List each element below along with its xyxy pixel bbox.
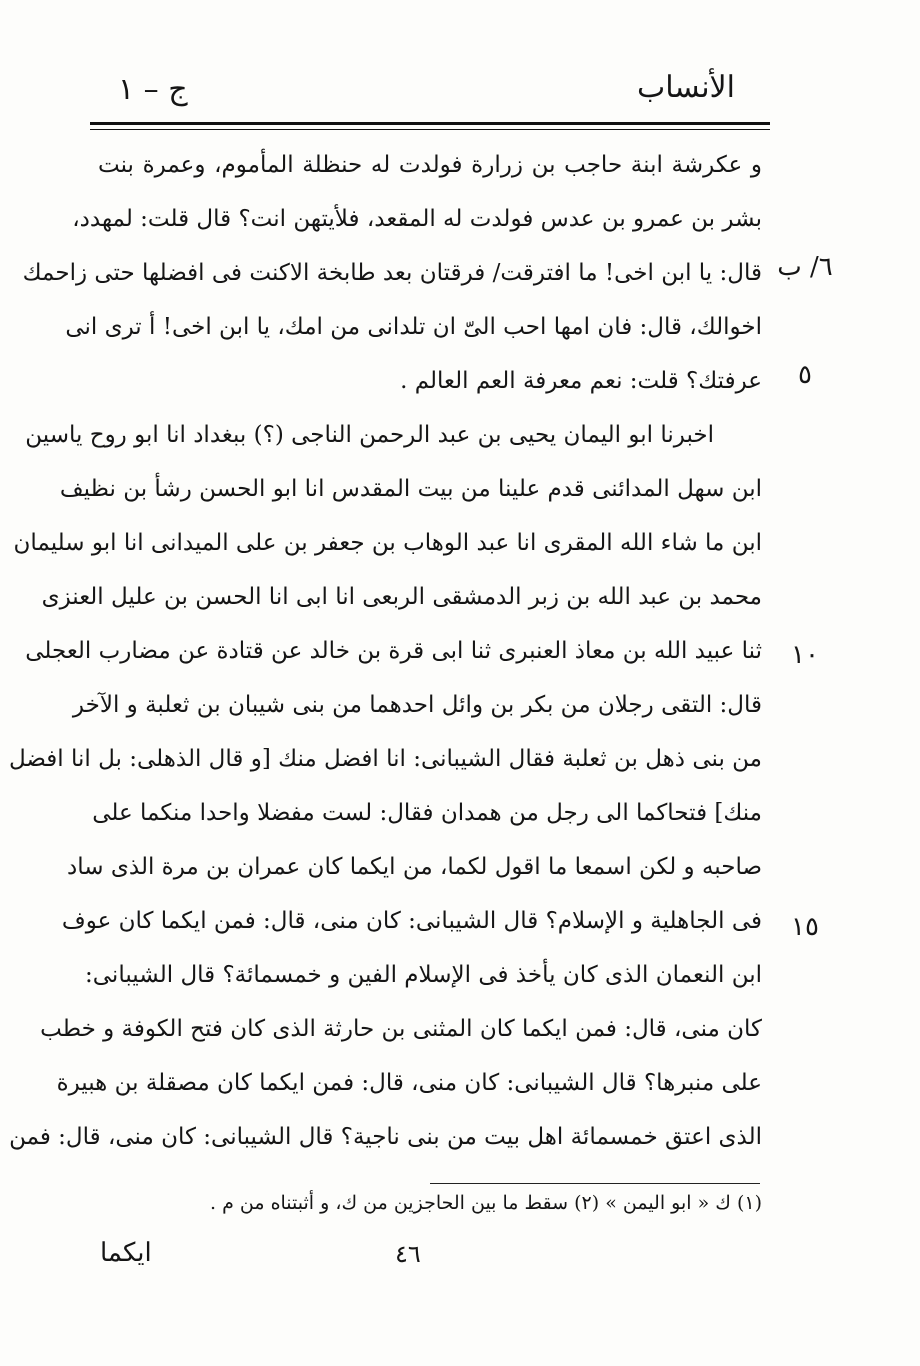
text-line: من بنى ذهل بن ثعلبة فقال الشيبانى: انا افضل منك [و قال الذهلى: بل انا افضل (8, 746, 762, 772)
margin-line-number-15: ١٥ (791, 912, 819, 942)
margin-folio: ٦/ ب (777, 252, 833, 282)
header-volume: ج – ١ (118, 72, 188, 107)
text-line: قال: يا ابن اخى! ما افترقت/ فرقتان بعد طابخة الاكنت فى افضلها حتى زاحمك (22, 260, 762, 286)
text-line: ثنا عبيد الله بن معاذ العنبرى ثنا ابى قرة بن خالد عن قتادة عن مضارب العجلى (25, 638, 762, 664)
text-line: عرفتك؟ قلت: نعم معرفة العم العالم . (400, 368, 762, 394)
margin-line-number-10: ١٠ (791, 640, 819, 670)
text-line: بشر بن عمرو بن عدس فولدت له المقعد، فلأيتهن انت؟ قال قلت: لمهدد، (72, 206, 762, 232)
catchword: ايكما (100, 1238, 152, 1268)
text-line: على منبرها؟ قال الشيبانى: كان منى، قال: فمن ايكما كان مصقلة بن هبيرة (56, 1070, 762, 1096)
text-line: اخوالك، قال: فان امها احب الىّ ان تلدانى من امك، يا ابن اخى! أ ترى انى (65, 314, 762, 340)
text-line: ابن سهل المدائنى قدم علينا من بيت المقدس انا ابو الحسن رشأ بن نظيف (59, 476, 762, 502)
text-line: صاحبه و لكن اسمعا ما اقول لكما، من ايكما كان عمران بن مرة الذى ساد (67, 854, 762, 880)
text-line: منك] فتحاكما الى رجل من همدان فقال: لست مفضلا واحدا منكما على (92, 800, 762, 826)
body-text (8, 138, 762, 1164)
header-rule-thick (90, 122, 770, 125)
header-title: الأنساب (637, 70, 735, 105)
page-number: ٤٦ (395, 1240, 421, 1268)
footnotes: (١) ك « ابو اليمن » (٢) سقط ما بين الحاجزين من ك، و أثبتناه من م . (210, 1192, 762, 1214)
text-line: كان منى، قال: فمن ايكما كان المثنى بن حارثة الذى كان فتح الكوفة و خطب (40, 1016, 762, 1042)
footnote-rule (430, 1183, 760, 1184)
text-line: ابن ما شاء الله المقرى انا عبد الوهاب بن جعفر بن على الميدانى انا ابو سليمان (13, 530, 762, 556)
text-line: و عكرشة ابنة حاجب بن زرارة فولدت له حنظلة المأموم، وعمرة بنت (98, 152, 762, 178)
text-line: محمد بن عبد الله بن زبر الدمشقى الربعى انا ابى انا الحسن بن عليل العنزى (41, 584, 762, 610)
header-rule-thin (90, 129, 770, 130)
text-line: قال: التقى رجلان من بكر بن وائل احدهما من بنى شيبان بن ثعلبة و الآخر (72, 692, 762, 718)
margin-line-number-5: ٥ (798, 360, 812, 390)
text-line: ابن النعمان الذى كان يأخذ فى الإسلام الفين و خمسمائة؟ قال الشيبانى: (85, 962, 762, 988)
text-line: اخبرنا ابو اليمان يحيى بن عبد الرحمن الناجى (؟) ببغداد انا ابو روح ياسين (25, 422, 714, 448)
text-line: فى الجاهلية و الإسلام؟ قال الشيبانى: كان منى، قال: فمن ايكما كان عوف (61, 908, 762, 934)
text-line: الذى اعتق خمسمائة اهل بيت من بنى ناجية؟ قال الشيبانى: كان منى، قال: فمن (9, 1124, 762, 1150)
